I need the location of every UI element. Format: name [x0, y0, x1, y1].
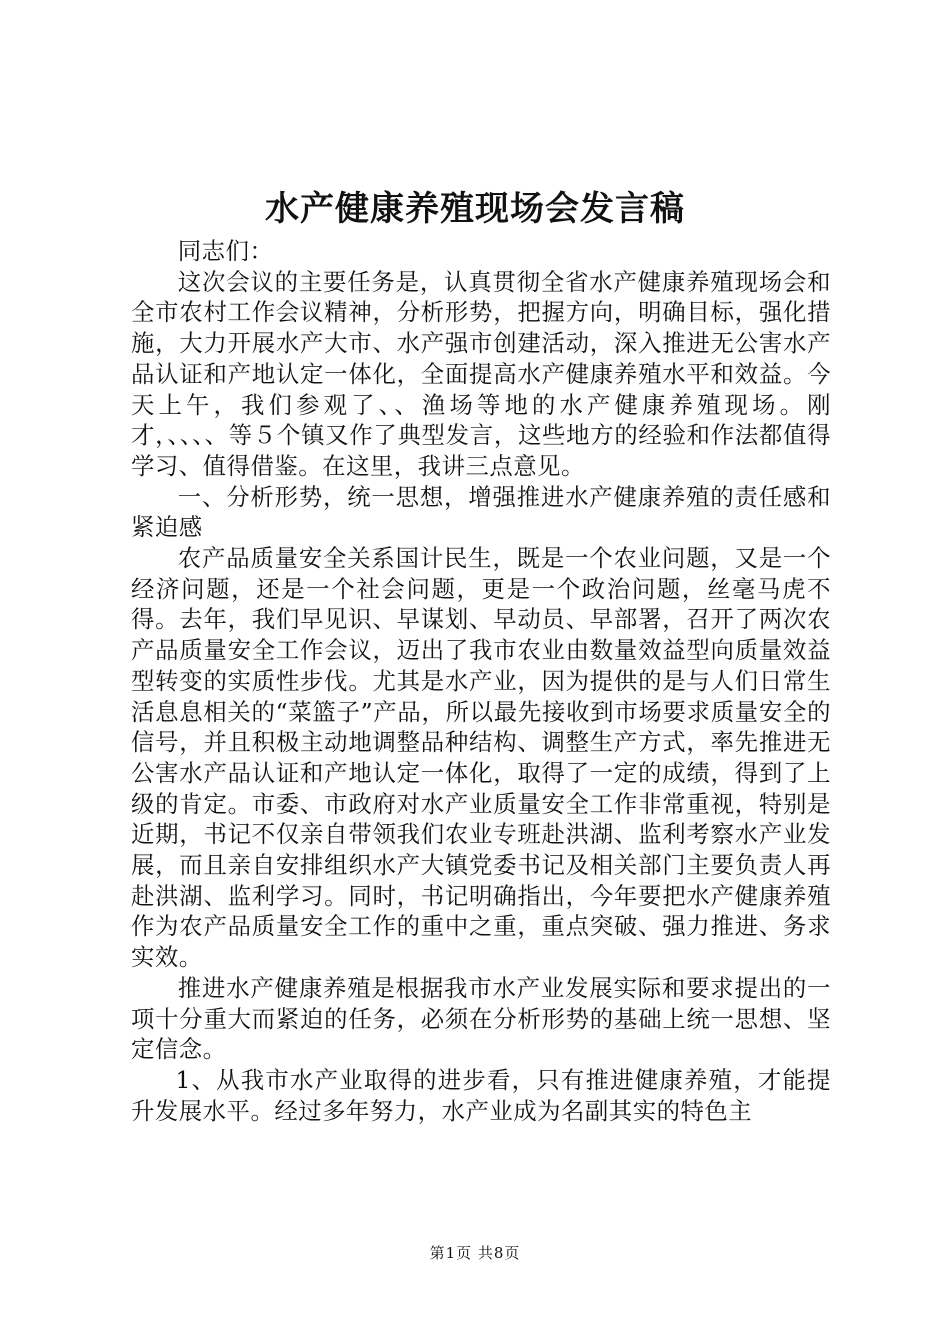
document-body	[131, 236, 831, 1126]
paragraph-intro: 这次会议的主要任务是，认真贯彻全省水产健康养殖现场会和全市农村工作会议精神，分析形势，把握方向，明确目标，强化措施，大力开展水产大市、水产强市创建活动，深入推进无公害水产品认证和产地认定一体化，全面提高水产健康养殖水平和效益。今天上午，我们参观了、、渔场等地的水产健康养殖现场。刚才，、、、、等５个镇又作了典型发言，这些地方的经验和作法都值得学习、值得借鉴。在这里，我讲三点意见。	[131, 267, 831, 480]
paragraph-healthy-aquaculture: 推进水产健康养殖是根据我市水产业发展实际和要求提出的一项十分重大而紧迫的任务，必须在分析形势的基础上统一思想、坚定信念。	[131, 973, 831, 1064]
paragraph-point-1: 1、从我市水产业取得的进步看，只有推进健康养殖，才能提升发展水平。经过多年努力，水产业成为名副其实的特色主	[131, 1065, 831, 1125]
page-number-footer: 第1页 共8页	[429, 1244, 521, 1262]
paragraph-quality-safety: 农产品质量安全关系国计民生，既是一个农业问题，又是一个经济问题，还是一个社会问题，更是一个政治问题，丝毫马虎不得。去年，我们早见识、早谋划、早动员、早部署，召开了两次农产品质量安全工作会议，迈出了我市农业由数量效益型向质量效益型转变的实质性步伐。尤其是水产业，因为提供的是与人们日常生活息息相关的“菜篮子”产品，所以最先接收到市场要求质量安全的信号，并且积极主动地调整品种结构、调整生产方式，率先推进无公害水产品认证和产地认定一体化，取得了一定的成绩，得到了上级的肯定。市委、市政府对水产业质量安全工作非常重视，特别是近期，书记不仅亲自带领我们农业专班赴洪湖、监利考察水产业发展，而且亲自安排组织水产大镇党委书记及相关部门主要负责人再赴洪湖、监利学习。同时，书记明确指出，今年要把水产健康养殖作为农产品质量安全工作的重中之重，重点突破、强力推进、务求实效。	[131, 544, 831, 972]
section-heading-1: 一、分析形势，统一思想，增强推进水产健康养殖的责任感和紧迫感	[131, 482, 831, 542]
document-title: 水产健康养殖现场会发言稿	[265, 189, 685, 229]
salutation: 同志们：	[177, 237, 274, 265]
